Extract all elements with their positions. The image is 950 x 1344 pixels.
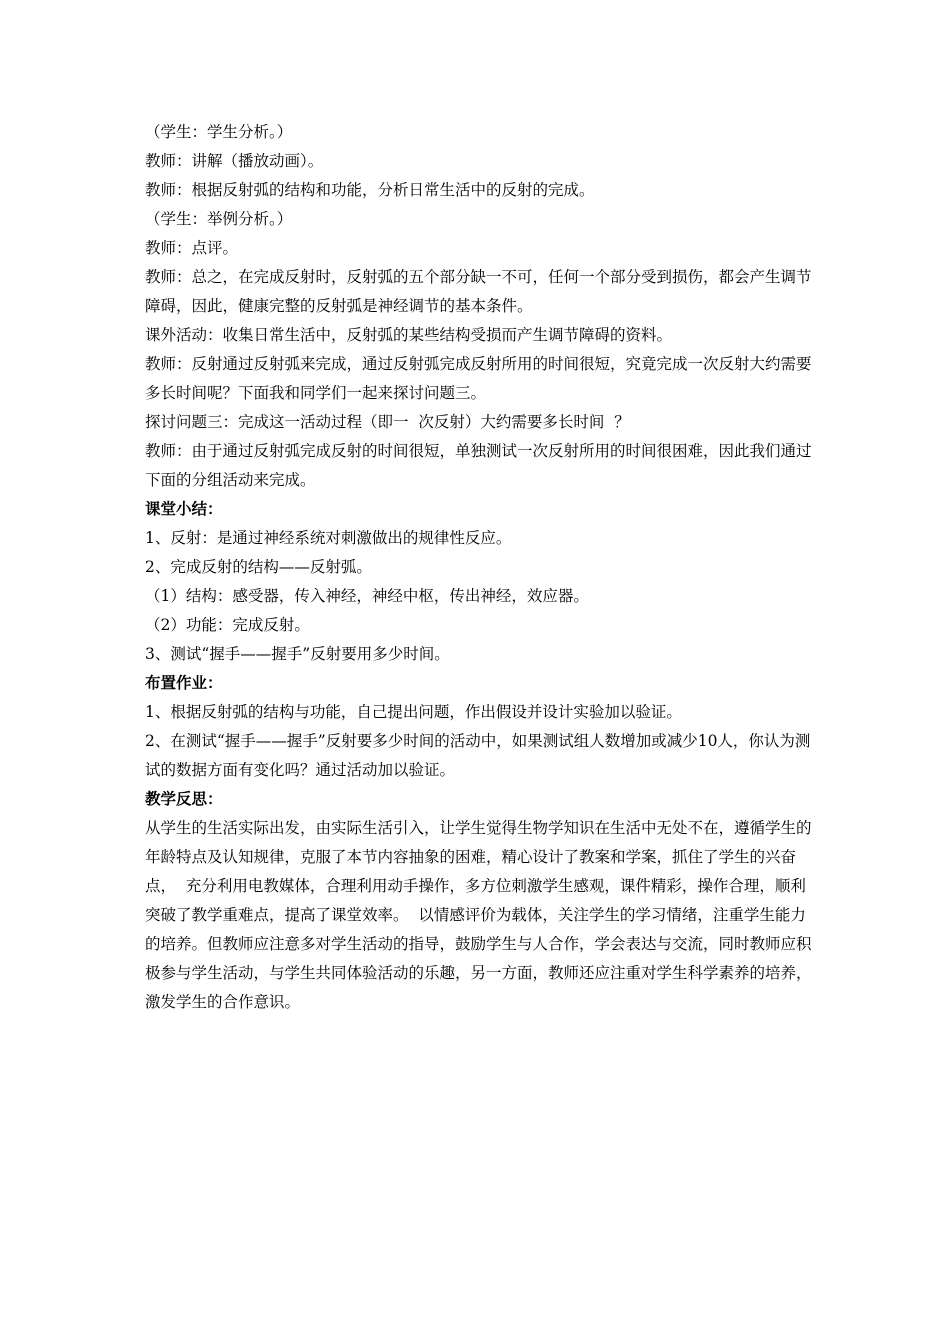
document-body	[145, 118, 813, 1017]
paragraph: 探讨问题三：完成这一活动过程（即一 次反射）大约需要多长时间 ？	[145, 413, 630, 431]
list-item: 1、根据反射弧的结构与功能，自己提出问题，作出假设并设计实验加以验证。	[145, 703, 682, 721]
section-heading-homework: 布置作业：	[145, 674, 223, 692]
section-heading-reflection: 教学反思：	[145, 790, 223, 808]
list-item: 3、测试“握手——握手”反射要用多少时间。	[145, 645, 450, 663]
paragraph: 教师：点评。	[145, 239, 239, 257]
section-heading-summary: 课堂小结：	[145, 500, 223, 518]
paragraph: （学生：学生分析。）	[145, 123, 293, 141]
paragraph: 从学生的生活实际出发，由实际生活引入，让学生觉得生物学知识在生活中无处不在，遵循学生的年龄特点及认知规律，克服了本节内容抽象的困难，精心设计了教案和学案，抓住了学生的兴奋点， 充分利用电教媒体，合理利用动手操作，多方位刺激学生感观，课件精彩，操作合理，顺利突破了教学重难点，提高了课堂效率。 以情感评价为载体，关注学生的学习情绪，注重学生能力的培养。但教师应注意多对学生活动的指导，鼓励学生与人合作，学会表达与交流，同时教师应积极参与学生活动，与学生共同体验活动的乐趣，另一方面，教师还应注重对学生科学素养的培养，激发学生的合作意识。	[145, 819, 812, 1011]
paragraph: 教师：总之，在完成反射时，反射弧的五个部分缺一不可，任何一个部分受到损伤，都会产生调节障碍，因此，健康完整的反射弧是神经调节的基本条件。	[145, 268, 812, 315]
list-item: 2、完成反射的结构——反射弧。	[145, 558, 372, 576]
paragraph: 教师：讲解（播放动画）。	[145, 152, 324, 170]
paragraph: 教师：由于通过反射弧完成反射的时间很短，单独测试一次反射所用的时间很困难，因此我们通过下面的分组活动来完成。	[145, 442, 812, 489]
paragraph: 教师：反射通过反射弧来完成，通过反射弧完成反射所用的时间很短，究竟完成一次反射大约需要多长时间呢？下面我和同学们一起来探讨问题三。	[145, 355, 812, 402]
list-item: （1）结构：感受器，传入神经，神经中枢，传出神经，效应器。	[145, 587, 589, 605]
list-item: 2、在测试“握手——握手”反射要多少时间的活动中，如果测试组人数增加或减少10人，你认为测试的数据方面有变化吗？通过活动加以验证。	[145, 732, 811, 779]
list-item: 1、反射：是通过神经系统对刺激做出的规律性反应。	[145, 529, 512, 547]
list-item: （2）功能：完成反射。	[145, 616, 310, 634]
paragraph: 教师：根据反射弧的结构和功能，分析日常生活中的反射的完成。	[145, 181, 595, 199]
paragraph: 课外活动：收集日常生活中，反射弧的某些结构受损而产生调节障碍的资料。	[145, 326, 673, 344]
paragraph: （学生：举例分析。）	[145, 210, 293, 228]
